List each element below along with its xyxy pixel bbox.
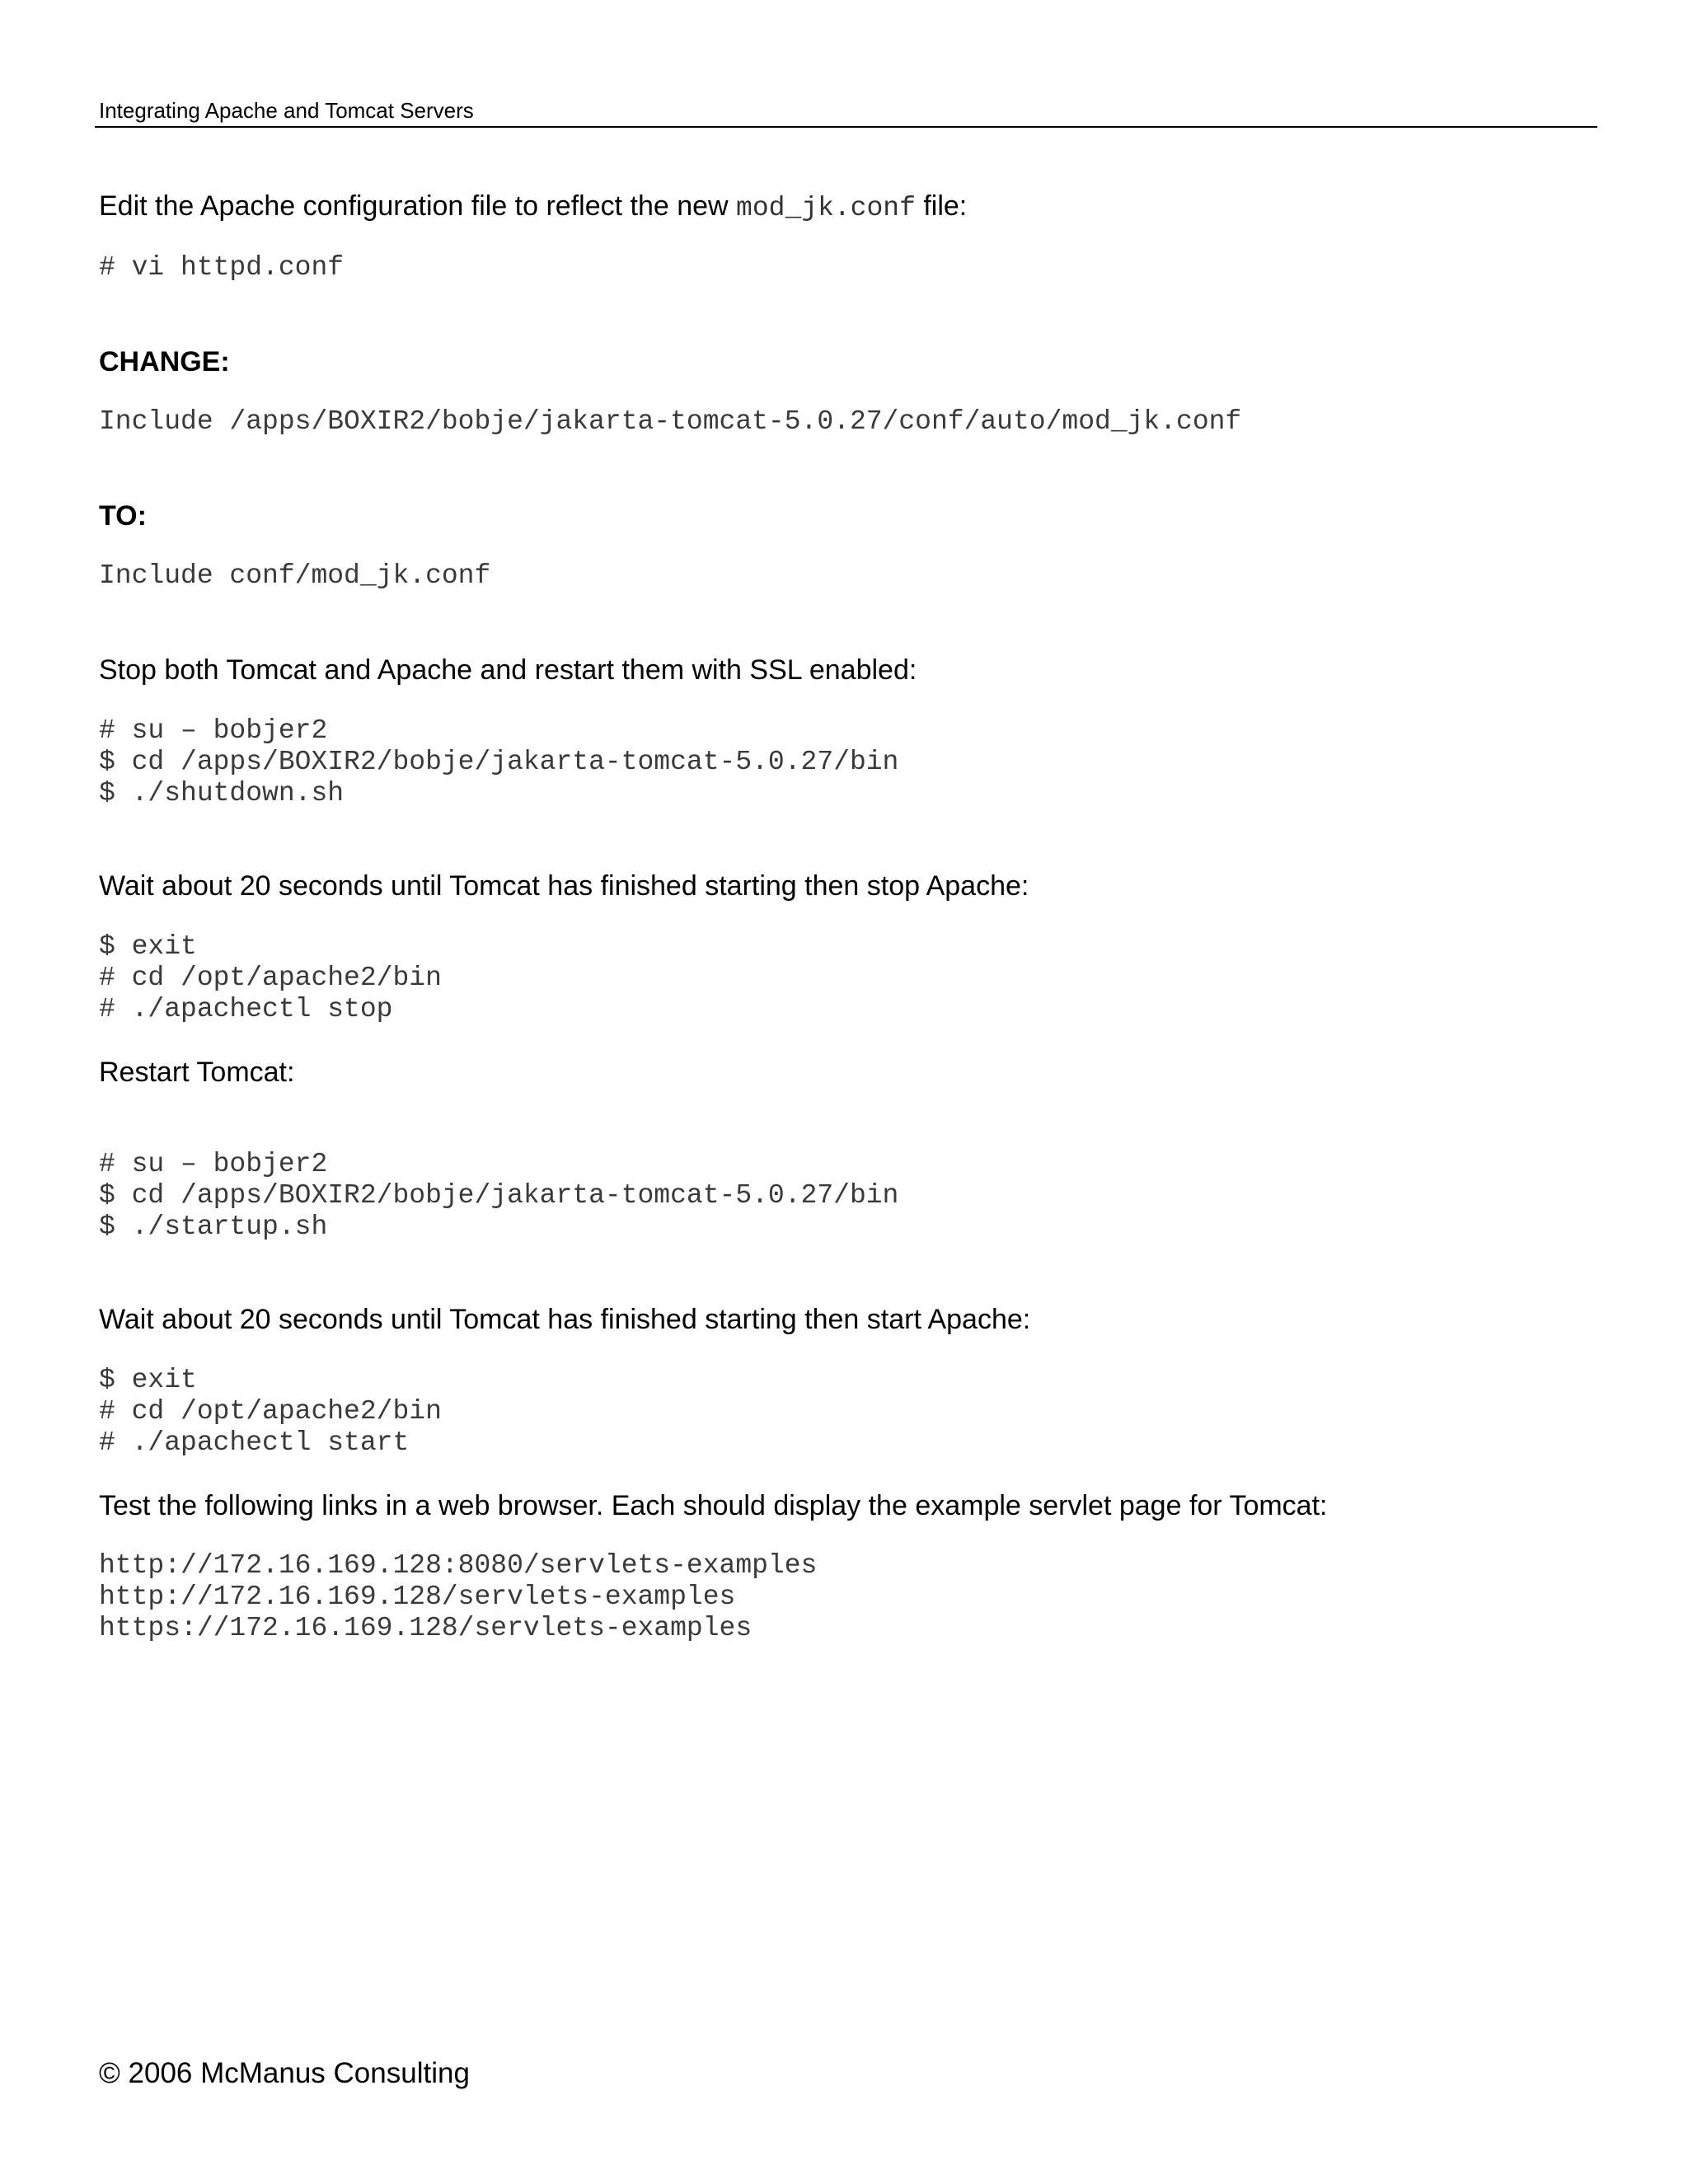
running-header: Integrating Apache and Tomcat Servers [99, 98, 474, 123]
change-code-block [99, 406, 1241, 438]
inline-code-filename: mod_jk.conf [736, 193, 916, 223]
intro-paragraph [99, 190, 967, 225]
edit-command-block [99, 252, 344, 284]
code-line: # ./apachectl stop [99, 994, 393, 1024]
code-line: # vi httpd.conf [99, 252, 345, 283]
code-line: $ exit [99, 1365, 197, 1395]
code-line: $ exit [99, 931, 197, 962]
code-line: # su – bobjer2 [99, 1149, 328, 1179]
intro-text-after: file: [915, 190, 968, 222]
header-rule [95, 126, 1597, 128]
code-line: # ./apachectl start [99, 1427, 410, 1458]
restart-tomcat-paragraph: Restart Tomcat: [99, 1057, 295, 1088]
code-line: Include /apps/BOXIR2/bobje/jakarta-tomcat-5.0.27/conf/auto/mod_jk.conf [99, 406, 1242, 437]
wait-start-code-block [99, 1365, 442, 1459]
code-line: # su – bobjer2 [99, 715, 328, 746]
code-line: $ cd /apps/BOXIR2/bobje/jakarta-tomcat-5.0.27/bin [99, 1180, 899, 1211]
code-line: $ ./shutdown.sh [99, 778, 345, 808]
test-links-paragraph: Test the following links in a web browser. Each should display the example servlet page for Tomcat: [99, 1490, 1328, 1521]
code-line: https://172.16.169.128/servlets-examples [99, 1613, 753, 1643]
code-line: $ cd /apps/BOXIR2/bobje/jakarta-tomcat-5.0.27/bin [99, 747, 899, 777]
test-links-code-block [99, 1550, 817, 1644]
to-label: TO: [99, 500, 147, 532]
wait-start-paragraph: Wait about 20 seconds until Tomcat has finished starting then start Apache: [99, 1304, 1031, 1335]
stop-both-code-block [99, 715, 898, 809]
wait-stop-code-block [99, 931, 442, 1025]
code-line: # cd /opt/apache2/bin [99, 963, 442, 993]
code-line: $ ./startup.sh [99, 1212, 328, 1242]
code-line: # cd /opt/apache2/bin [99, 1396, 442, 1427]
to-code-block [99, 560, 490, 592]
code-line: http://172.16.169.128/servlets-examples [99, 1582, 736, 1612]
stop-both-paragraph: Stop both Tomcat and Apache and restart them with SSL enabled: [99, 654, 917, 686]
code-line: http://172.16.169.128:8080/servlets-examples [99, 1550, 818, 1581]
code-line: Include conf/mod_jk.conf [99, 560, 491, 591]
change-label: CHANGE: [99, 346, 230, 377]
wait-stop-paragraph: Wait about 20 seconds until Tomcat has finished starting then stop Apache: [99, 870, 1029, 902]
copyright-footer: © 2006 McManus Consulting [99, 2057, 470, 2089]
restart-tomcat-code-block [99, 1149, 898, 1243]
intro-text-before: Edit the Apache configuration file to reflect the new [99, 190, 737, 222]
